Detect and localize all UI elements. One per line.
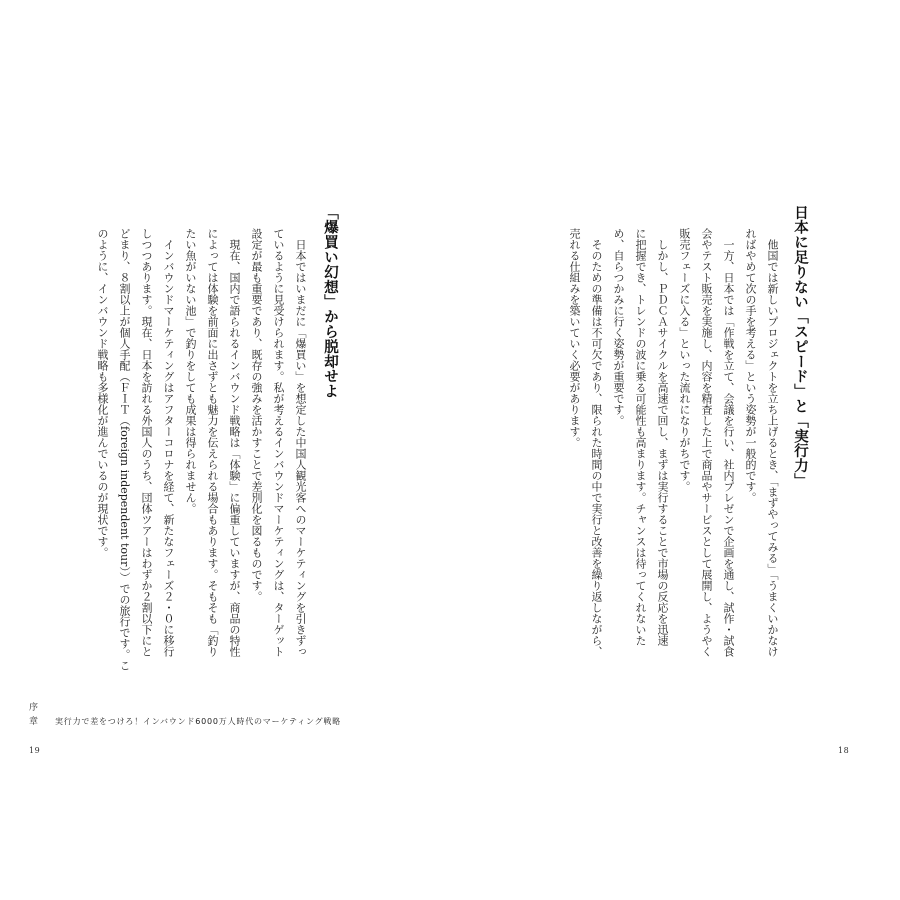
text-line: 日本ではいまだに「爆買い」を想定した中国人観光客へのマーケティングを引きずっ <box>294 239 307 657</box>
text-line: によっては体験を前面に出さずとも魅力を伝えられる場合もあります。そもそも「釣り <box>206 228 219 657</box>
section-heading: 「爆買い幻想」から脱却せよ <box>322 205 338 399</box>
page-number: 19 <box>29 746 41 755</box>
right-page <box>450 0 900 900</box>
chapter-label: 序章 <box>27 702 37 730</box>
paragraph <box>91 228 179 688</box>
text-line: 販売フェーズに入る」といった流れになりがちです。 <box>678 228 691 492</box>
paragraph <box>245 228 311 688</box>
text-line: インバウンドマーケティングはアフターコロナを経て、新たなフェーズ２・０に移行 <box>162 239 175 657</box>
text-line: ているように見受けられます。私が考えるインバウンドマーケティングは、ターゲット <box>272 228 285 657</box>
text-line: しつつあります。現在、日本を訪れる外国人のうち、団体ツアーはわずか２割以下にと <box>140 228 153 657</box>
text-line: 売れる仕組みを築いていく必要があります。 <box>568 228 581 448</box>
text-line: 一方、日本では「作戦を立て、会議を行い、社内プレゼンで企画を通し、試作・試食 <box>722 239 735 657</box>
text-line: 現在、国内で語られるインバウンド戦略は「体験」に偏重していますが、商品の特性 <box>228 239 241 657</box>
paragraph <box>563 228 607 688</box>
paragraph <box>179 228 245 688</box>
running-title: 実行力で差をつけろ！インバウンド6000万人時代のマーケティング戦略 <box>55 717 342 726</box>
text-line: そのための準備は不可欠であり、限られた時間の中で実行と改善を繰り返しながら、 <box>590 239 603 657</box>
text-line: に把握でき、トレンドの波に乗る可能性も高まります。チャンスは待ってくれないた <box>634 228 647 646</box>
paragraph <box>739 228 783 688</box>
section-heading: 日本に足りない「スピード」と「実行力」 <box>792 205 808 489</box>
body-text <box>563 228 783 688</box>
text-line: たい魚がいない池」で釣りをしても成果は得られません。 <box>184 228 197 514</box>
text-line: 他国では新しいプロジェクトを立ち上げるとき、「まずやってみる」「うまくいかなけ <box>766 239 779 657</box>
text-line: め、自らつかみに行く姿勢が重要です。 <box>612 228 625 426</box>
text-line: 会やテスト販売を実施し、内容を精査した上で商品やサービスとして展開し、ようやく <box>700 228 713 657</box>
text-line: のように、インバウンド戦略も多様化が進んでいるのが現状です。 <box>96 228 109 558</box>
text-line: しかし、ＰＤＣＡサイクルを高速で回し、まずは実行することで市場の反応を迅速 <box>656 239 669 646</box>
paragraph <box>607 228 673 688</box>
paragraph <box>673 228 739 688</box>
text-line: 設定が最も重要であり、既存の強みを活かすことで差別化を図るものです。 <box>250 228 263 602</box>
text-line: どまり、８割以上が個人手配（ＦＩＴ（foreign independent tour））での旅行です。こ <box>118 228 131 671</box>
body-text <box>91 228 311 688</box>
page-number: 18 <box>838 746 850 755</box>
text-line: ればやめて次の手を考える」という姿勢が一般的です。 <box>744 228 757 503</box>
